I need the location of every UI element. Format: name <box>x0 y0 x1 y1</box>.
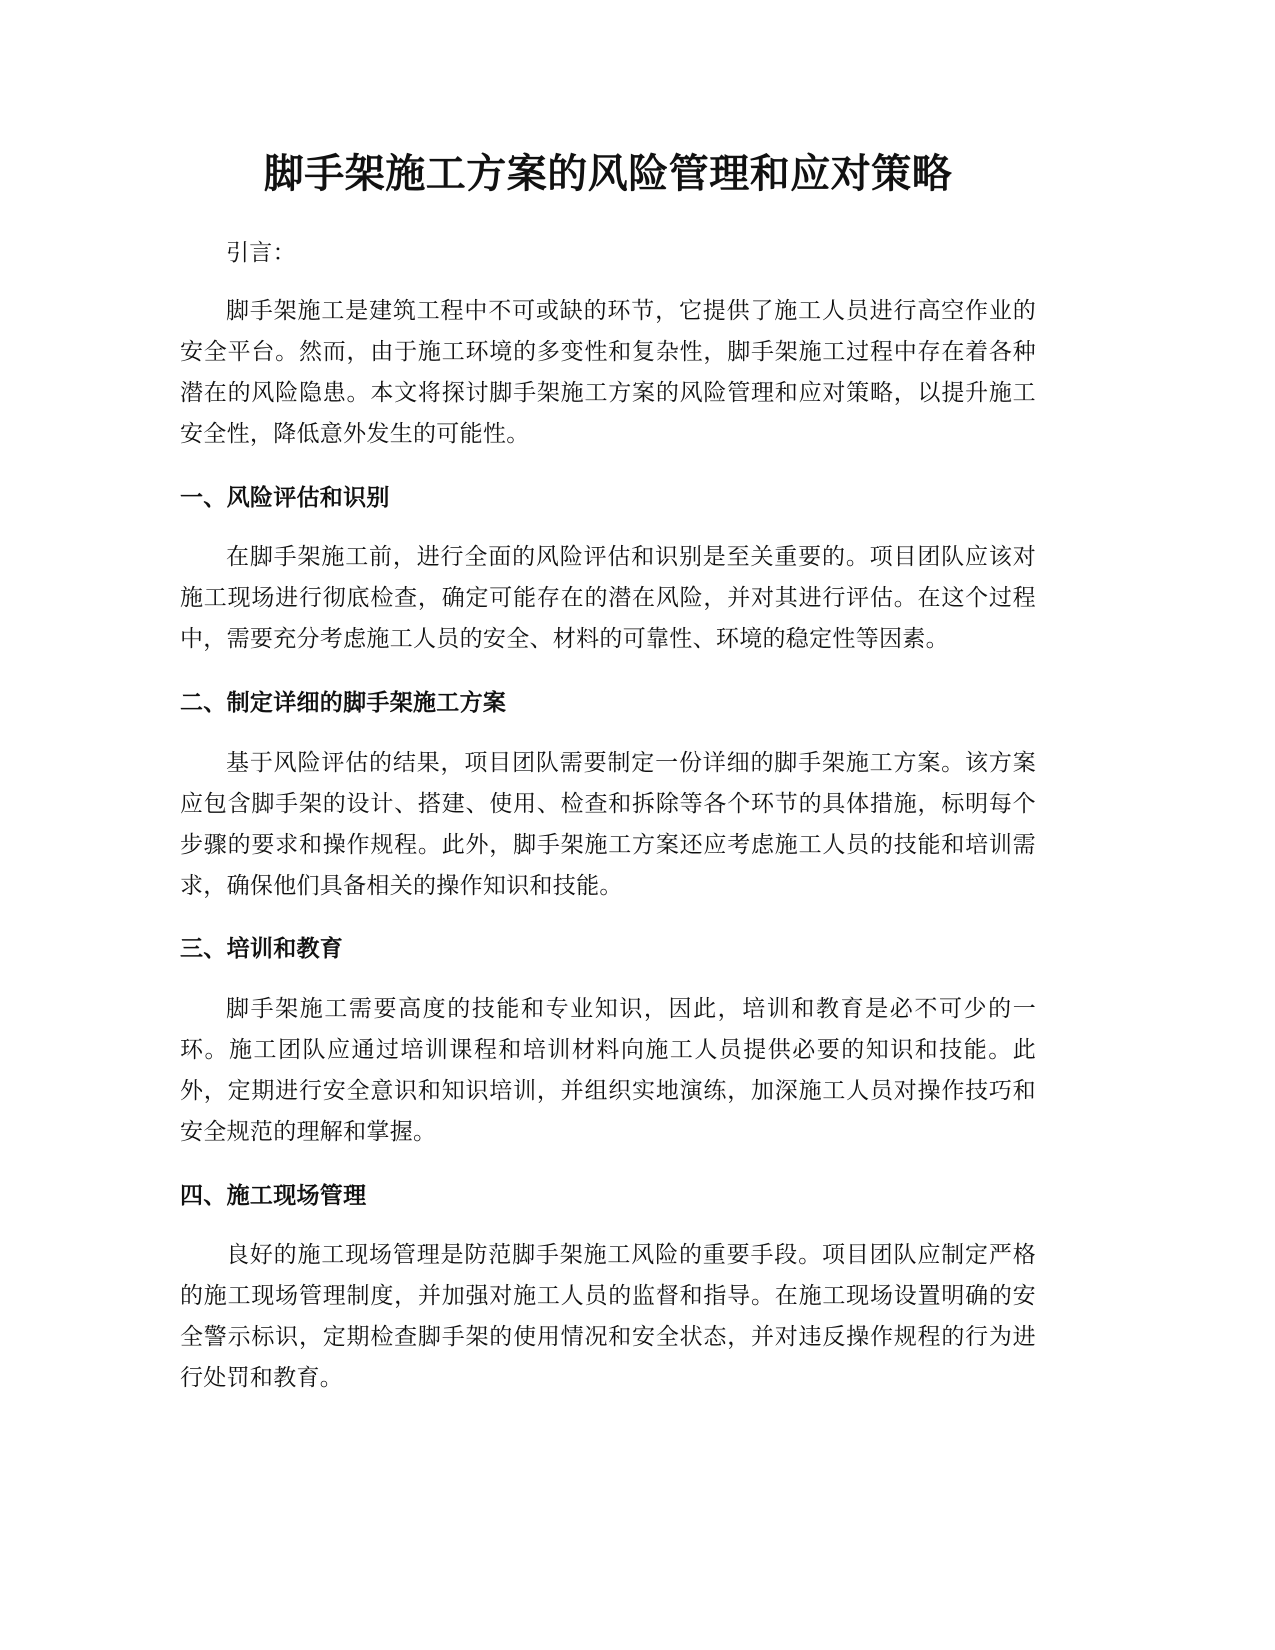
section-paragraph-risk-assessment: 在脚手架施工前，进行全面的风险评估和识别是至关重要的。项目团队应该对施工现场进行彻底检查，确定可能存在的潜在风险，并对其进行评估。在这个过程中，需要充分考虑施工人员的安全、材料的可靠性、环境的稳定性等因素。 <box>180 544 1036 652</box>
intro-label: 引言： <box>226 240 296 266</box>
section-heading-training: 三、培训和教育 <box>180 936 344 962</box>
page-title: 脚手架施工方案的风险管理和应对策略 <box>263 151 953 197</box>
section-paragraph-training: 脚手架施工需要高度的技能和专业知识，因此，培训和教育是必不可少的一环。施工团队应通过培训课程和培训材料向施工人员提供必要的知识和技能。此外，定期进行安全意识和知识培训，并组织实地演练，加深施工人员对操作技巧和安全规范的理解和掌握。 <box>180 996 1036 1145</box>
section-heading-risk-assessment: 一、风险评估和识别 <box>180 485 390 511</box>
section-heading-site-management: 四、施工现场管理 <box>180 1183 367 1209</box>
intro-paragraph: 脚手架施工是建筑工程中不可或缺的环节，它提供了施工人员进行高空作业的安全平台。然而，由于施工环境的多变性和复杂性，脚手架施工过程中存在着各种潜在的风险隐患。本文将探讨脚手架施工方案的风险管理和应对策略，以提升施工安全性，降低意外发生的可能性。 <box>180 298 1036 447</box>
section-heading-construction-plan: 二、制定详细的脚手架施工方案 <box>180 690 507 716</box>
section-paragraph-construction-plan: 基于风险评估的结果，项目团队需要制定一份详细的脚手架施工方案。该方案应包含脚手架的设计、搭建、使用、检查和拆除等各个环节的具体措施，标明每个步骤的要求和操作规程。此外，脚手架施工方案还应考虑施工人员的技能和培训需求，确保他们具备相关的操作知识和技能。 <box>180 750 1036 899</box>
section-paragraph-site-management: 良好的施工现场管理是防范脚手架施工风险的重要手段。项目团队应制定严格的施工现场管理制度，并加强对施工人员的监督和指导。在施工现场设置明确的安全警示标识，定期检查脚手架的使用情况和安全状态，并对违反操作规程的行为进行处罚和教育。 <box>180 1242 1036 1391</box>
